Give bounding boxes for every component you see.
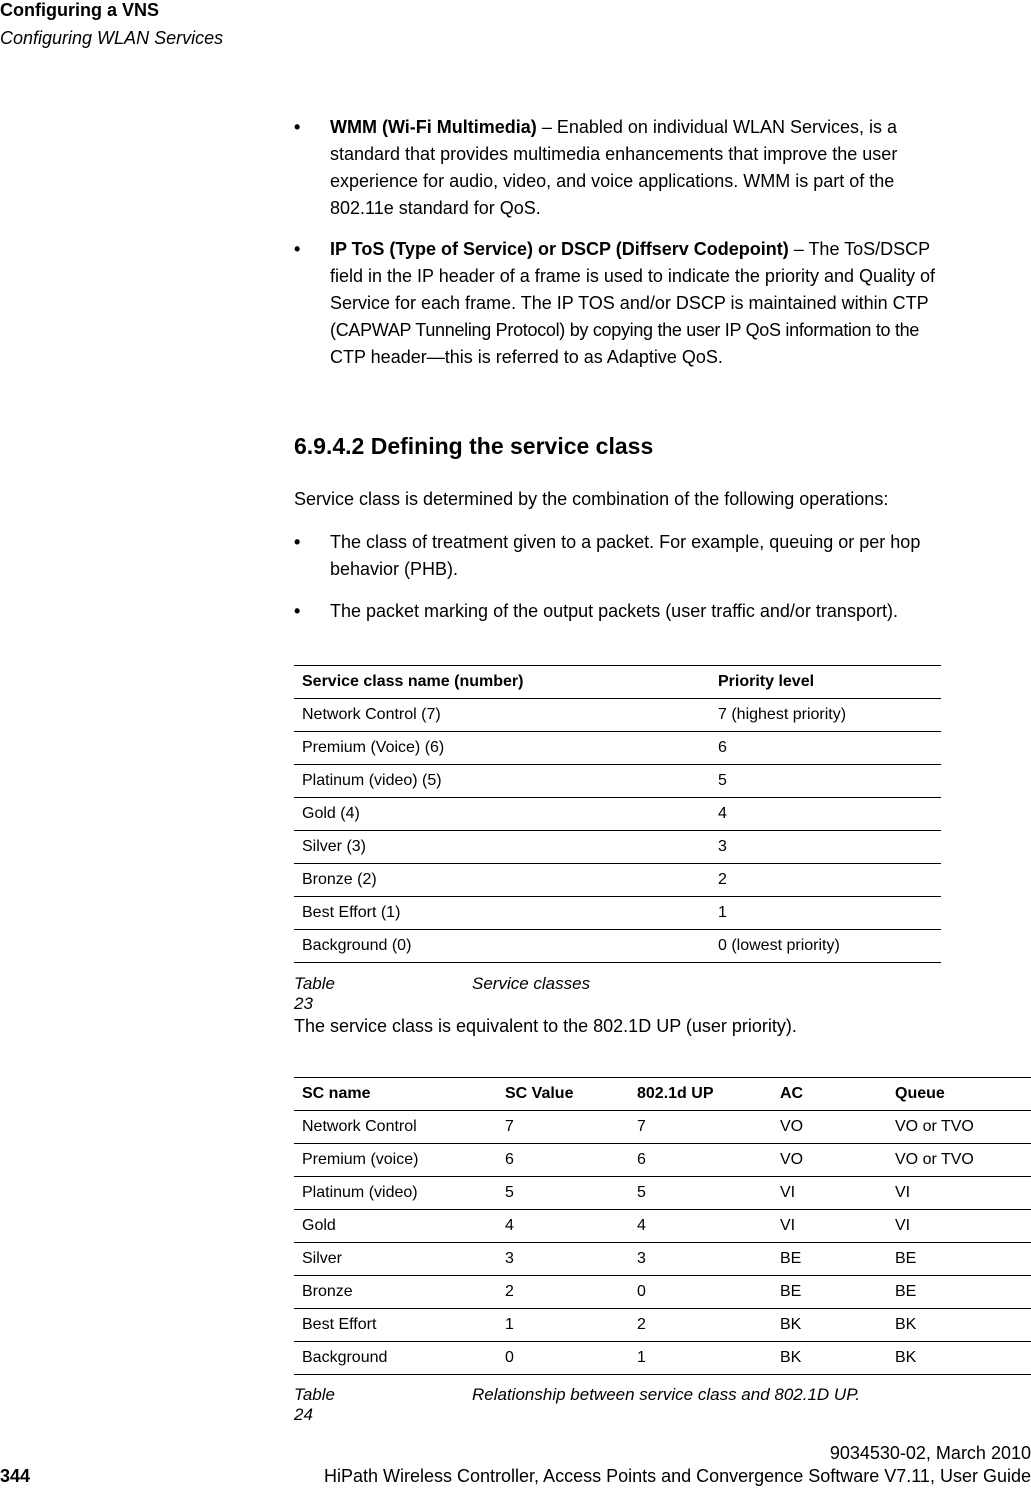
equivalence-paragraph: The service class is equivalent to the 802.1D UP (user priority). — [294, 1016, 797, 1036]
service-class-802-1d-table — [294, 1077, 1031, 1375]
table-row — [294, 765, 941, 798]
caption-label: Relationship between service class and 802.1D UP. — [472, 1385, 861, 1404]
table-cell: BK — [772, 1342, 887, 1375]
table-cell: 3 — [710, 831, 941, 864]
table-cell: Premium (Voice) (6) — [294, 732, 710, 765]
table-cell: BK — [772, 1309, 887, 1342]
table-cell: Best Effort — [294, 1309, 497, 1342]
table-header-row — [294, 1078, 1031, 1111]
chapter-title: Configuring a VNS — [0, 0, 159, 20]
table-cell: 2 — [497, 1276, 629, 1309]
table-cell: 5 — [710, 765, 941, 798]
column-header: 802.1d UP — [629, 1078, 772, 1111]
table-cell: BE — [772, 1243, 887, 1276]
bullet-text: experience for audio, video, and voice applications. WMM is part of the — [330, 171, 895, 191]
caption-number: Table 24 — [294, 1385, 335, 1424]
table-cell: Silver — [294, 1243, 497, 1276]
table-cell: BE — [772, 1276, 887, 1309]
table-cell: Background — [294, 1342, 497, 1375]
table-cell: Platinum (video) — [294, 1177, 497, 1210]
table-row — [294, 1243, 1031, 1276]
table-cell: 2 — [629, 1309, 772, 1342]
table-row — [294, 1276, 1031, 1309]
column-header: SC name — [294, 1078, 497, 1111]
table-cell: 6 — [497, 1144, 629, 1177]
table-cell: 6 — [710, 732, 941, 765]
bullet-text: The packet marking of the output packets (user traffic and/or transport). — [330, 601, 898, 621]
table-cell: Best Effort (1) — [294, 897, 710, 930]
column-header: Priority level — [710, 666, 941, 699]
table-cell: 4 — [629, 1210, 772, 1243]
table-cell: VO — [772, 1144, 887, 1177]
table-row — [294, 831, 941, 864]
table-cell: BK — [887, 1309, 1031, 1342]
table-cell: 0 — [497, 1342, 629, 1375]
bullet-text: standard that provides multimedia enhancements that improve the user — [330, 144, 898, 164]
bullet-dot: • — [294, 532, 301, 552]
bullet-text: CTP header—this is referred to as Adaptive QoS. — [330, 347, 723, 367]
table-cell: Background (0) — [294, 930, 710, 963]
section-heading: 6.9.4.2 Defining the service class — [294, 433, 654, 459]
table-row — [294, 732, 941, 765]
table-cell: 5 — [497, 1177, 629, 1210]
table-cell: 1 — [710, 897, 941, 930]
table-cell: VI — [772, 1177, 887, 1210]
table-row — [294, 1144, 1031, 1177]
bullet-text: (CAPWAP Tunneling Protocol) by copying the user IP QoS information to the — [330, 320, 920, 340]
service-classes-table — [294, 665, 941, 963]
bullet-dot: • — [294, 239, 301, 259]
footer-guide-title: HiPath Wireless Controller, Access Points and Convergence Software V7.11, User Guide — [323, 1466, 1031, 1486]
bullet-text: – Enabled on individual WLAN Services, is a — [536, 117, 897, 137]
column-header: AC — [772, 1078, 887, 1111]
bullet-text: The class of treatment given to a packet. For example, queuing or per hop — [330, 532, 921, 552]
table-row — [294, 1111, 1031, 1144]
caption-number: Table 23 — [294, 974, 335, 1013]
bullet-text: – The ToS/DSCP — [788, 239, 931, 259]
table-header-row — [294, 666, 941, 699]
bullet-text: Service for each frame. The IP TOS and/or DSCP is maintained within CTP — [330, 293, 929, 313]
footer-doc-id: 9034530-02, March 2010 — [829, 1443, 1031, 1463]
table-cell: 5 — [629, 1177, 772, 1210]
table-cell: 4 — [710, 798, 941, 831]
table-cell: 0 (lowest priority) — [710, 930, 941, 963]
column-header: Service class name (number) — [294, 666, 710, 699]
table-cell: 7 — [629, 1111, 772, 1144]
table-cell: Bronze (2) — [294, 864, 710, 897]
bullet-bold-term: WMM (Wi-Fi Multimedia) — [330, 117, 537, 137]
table-cell: VO or TVO — [887, 1111, 1031, 1144]
bullet-dot: • — [294, 117, 301, 137]
table-cell: 1 — [497, 1309, 629, 1342]
table-cell: 7 — [497, 1111, 629, 1144]
table-cell: Premium (voice) — [294, 1144, 497, 1177]
table-cell: Network Control (7) — [294, 699, 710, 732]
table-row — [294, 864, 941, 897]
table-cell: Bronze — [294, 1276, 497, 1309]
table-cell: Gold (4) — [294, 798, 710, 831]
caption-label: Service classes — [472, 974, 591, 993]
bullet-text: behavior (PHB). — [330, 559, 459, 579]
table-cell: Silver (3) — [294, 831, 710, 864]
table-cell: VI — [887, 1210, 1031, 1243]
table-cell: 1 — [629, 1342, 772, 1375]
column-header: Queue — [887, 1078, 1031, 1111]
table-cell: 0 — [629, 1276, 772, 1309]
table-cell: VO or TVO — [887, 1144, 1031, 1177]
table-cell: VI — [887, 1177, 1031, 1210]
column-header: SC Value — [497, 1078, 629, 1111]
table-row — [294, 930, 941, 963]
bullet-text: 802.11e standard for QoS. — [330, 198, 541, 218]
table-cell: VO — [772, 1111, 887, 1144]
section-subtitle: Configuring WLAN Services — [0, 28, 224, 48]
table-cell: 4 — [497, 1210, 629, 1243]
intro-paragraph: Service class is determined by the combination of the following operations: — [294, 489, 889, 509]
table-cell: Gold — [294, 1210, 497, 1243]
table-cell: BK — [887, 1342, 1031, 1375]
table-cell: 6 — [629, 1144, 772, 1177]
table-cell: BE — [887, 1243, 1031, 1276]
table-row — [294, 1309, 1031, 1342]
table-cell: Platinum (video) (5) — [294, 765, 710, 798]
footer-page-number: 344 — [0, 1466, 31, 1486]
table-row — [294, 798, 941, 831]
table-cell: BE — [887, 1276, 1031, 1309]
bullet-dot: • — [294, 601, 301, 621]
table-cell: 7 (highest priority) — [710, 699, 941, 732]
bullet-text: field in the IP header of a frame is used to indicate the priority and Quality of — [330, 266, 936, 286]
table-row — [294, 897, 941, 930]
table-cell: 3 — [629, 1243, 772, 1276]
table-cell: Network Control — [294, 1111, 497, 1144]
table-row — [294, 1210, 1031, 1243]
table-row — [294, 699, 941, 732]
table-row — [294, 1342, 1031, 1375]
table-cell: 3 — [497, 1243, 629, 1276]
table-row — [294, 1177, 1031, 1210]
table-cell: 2 — [710, 864, 941, 897]
bullet-bold-term: IP ToS (Type of Service) or DSCP (Diffserv Codepoint) — [330, 239, 789, 259]
table-cell: VI — [772, 1210, 887, 1243]
